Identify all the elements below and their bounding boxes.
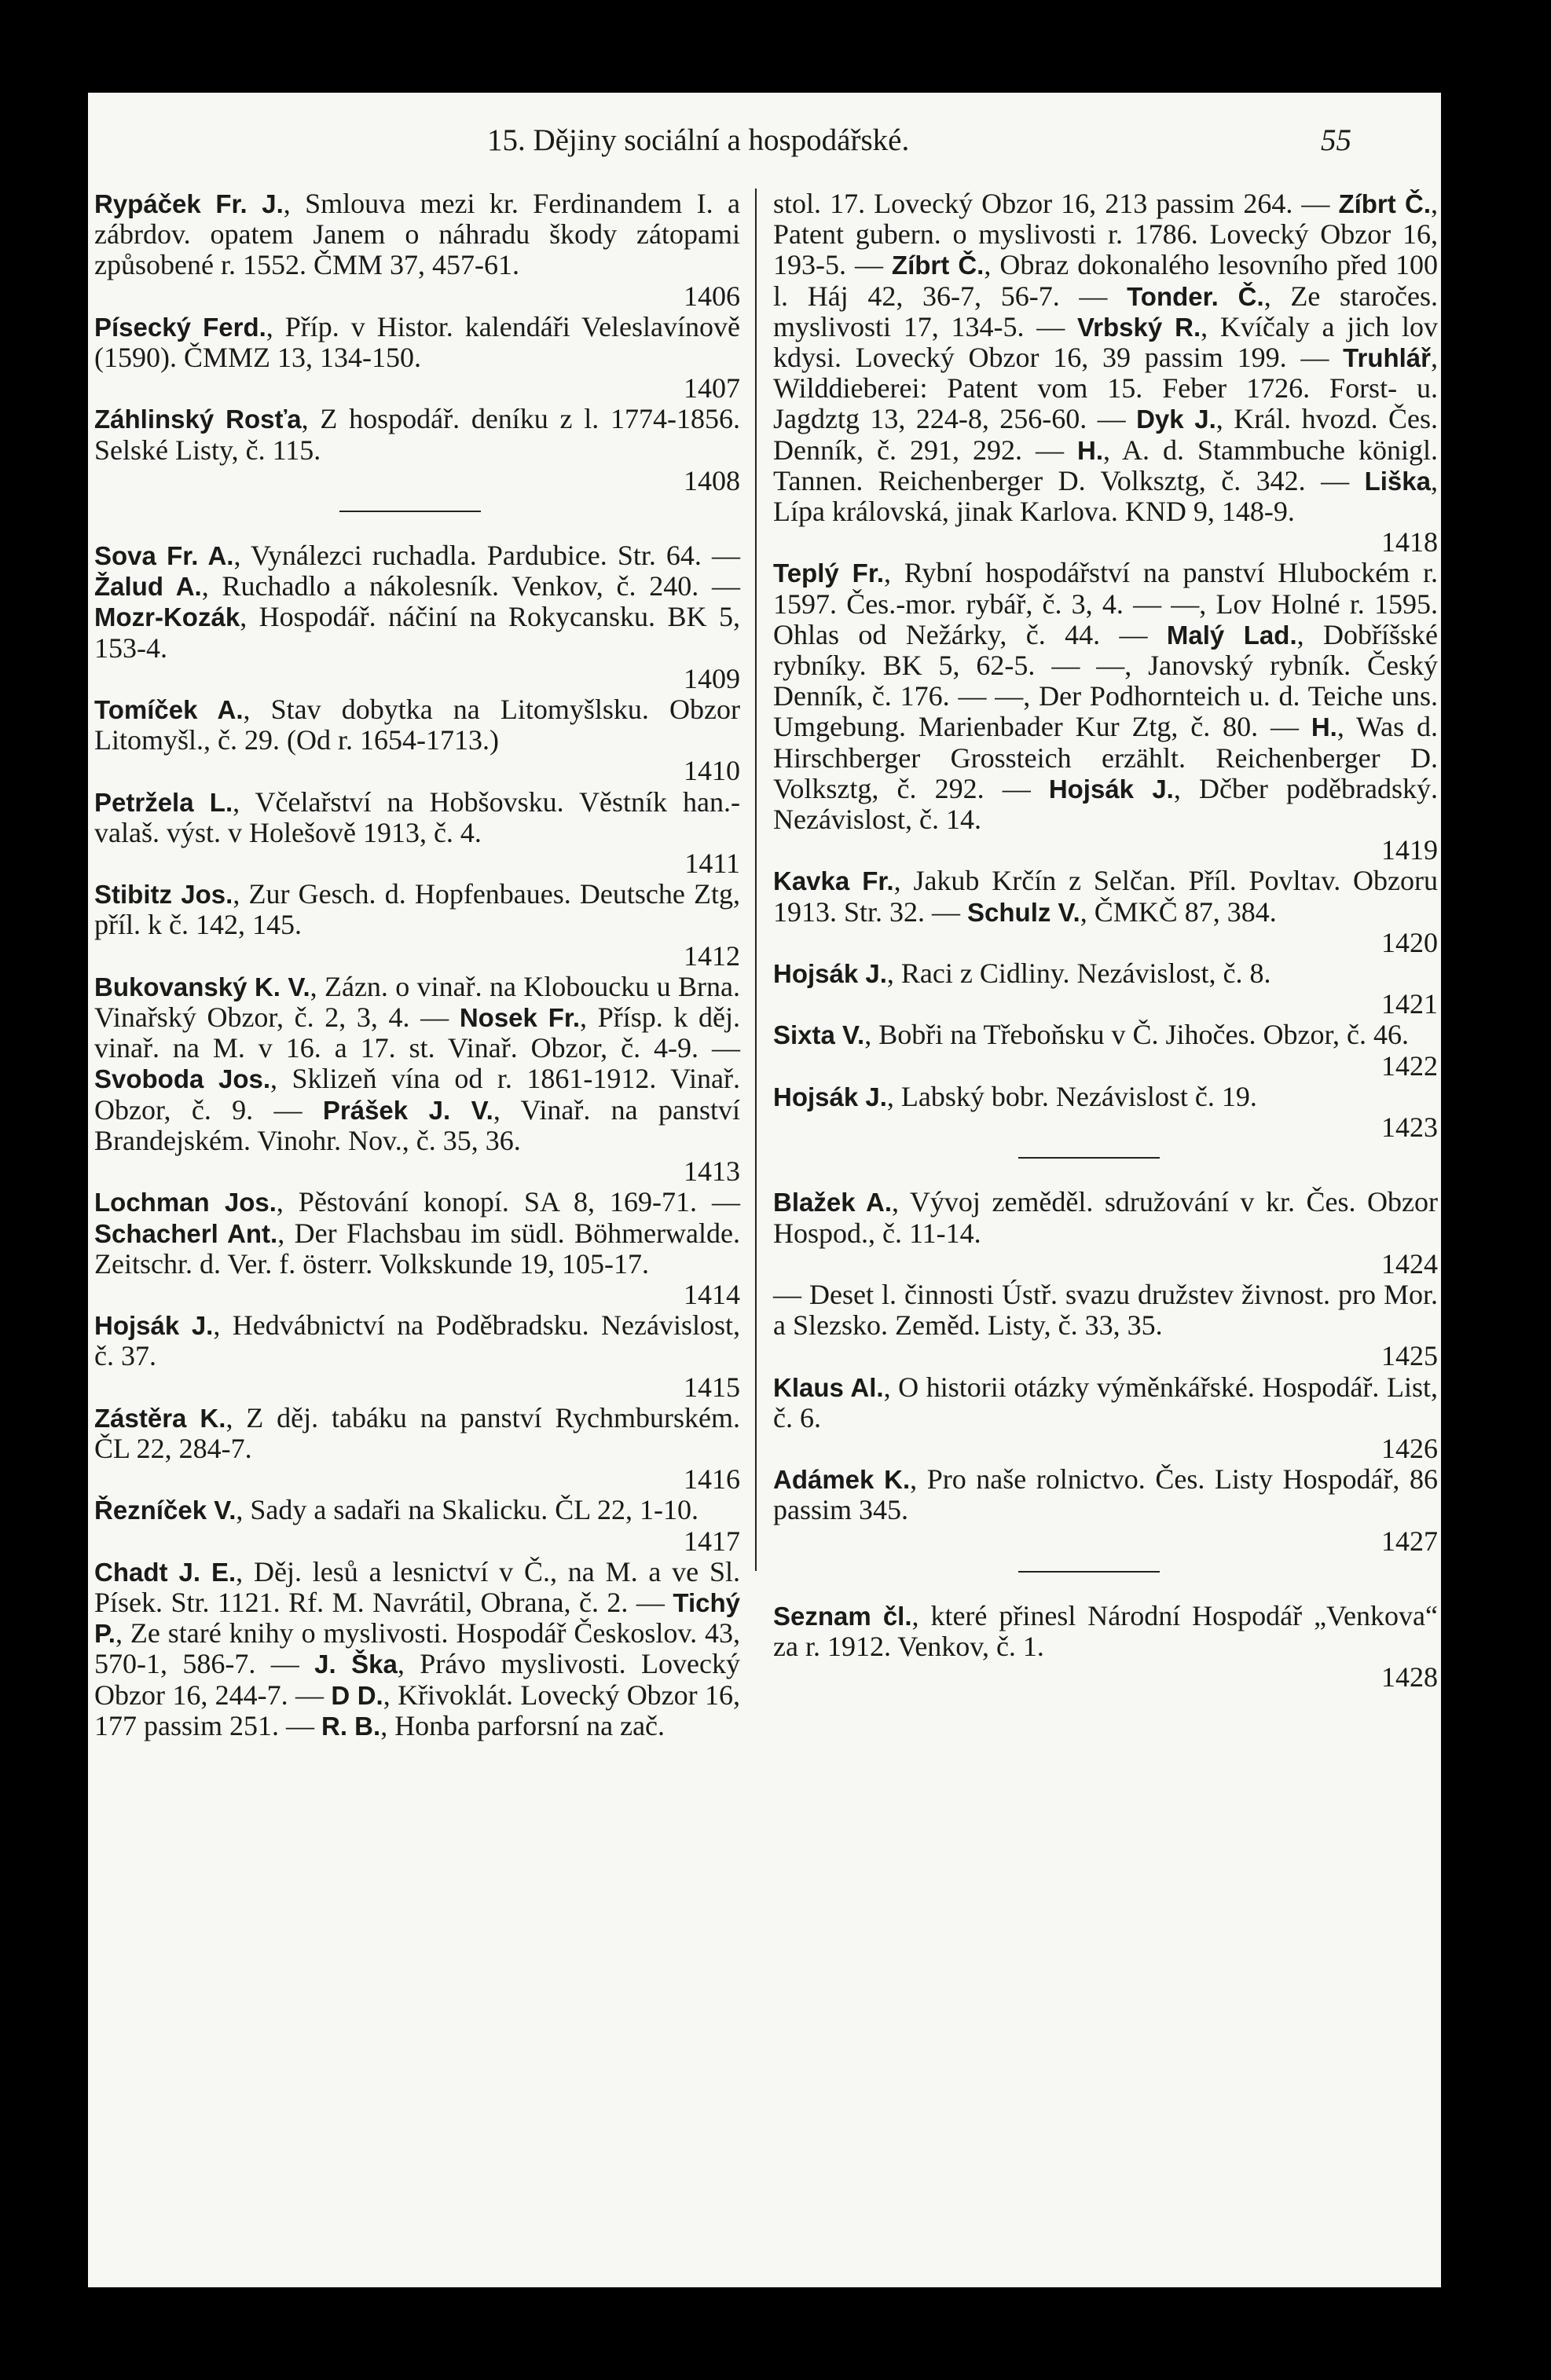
- column-divider: [755, 189, 757, 1571]
- author-name: H.: [1076, 435, 1103, 465]
- entry-text: , Labský bobr. Nezávislost č. 19.: [886, 1080, 1257, 1112]
- entry-text: , Rybní hospodářství na panství Hlubockém r. 1597. Čes.-mor. rybář, č. 3, 4. — —, Lov Holné r. 1595. Ohlas od Nežárky, č. 44. —: [773, 557, 1438, 650]
- entry-text: , Vývoj zeměděl. sdružování v kr. Čes. Obzor Hospod., č. 11-14.: [773, 1186, 1438, 1249]
- author-name: Sova Fr. A.: [94, 541, 234, 571]
- record-number: 1419: [1381, 834, 1438, 866]
- bibliography-entry: [773, 1280, 1438, 1341]
- entry-text: , Smlouva mezi kr. Ferdinandem I. a zábrdov. opatem Janem o náhradu škody zátopami způsobené r. 1552. ČMM 37, 457-61.: [94, 188, 740, 281]
- entry-text: , Hedvábnictví na Poděbradsku. Nezávislost, č. 37.: [94, 1309, 740, 1372]
- author-name: Tomíček A.: [94, 695, 244, 725]
- bibliography-entry: [773, 189, 1438, 527]
- author-name: Hojsák J.: [94, 1311, 214, 1341]
- author-name: Hojsák J.: [773, 959, 887, 989]
- author-name: Blažek A.: [773, 1188, 893, 1217]
- record-number: 1426: [1381, 1432, 1438, 1464]
- chapter-title: 15. Dějiny sociální a hospodářské.: [487, 123, 910, 157]
- record-number: 1423: [1381, 1111, 1438, 1144]
- entry-text: , Král. hvozd. Čes. Denník, č. 291, 292. —: [773, 403, 1438, 466]
- section-separator: [1018, 1157, 1160, 1159]
- author-name: Lochman Jos.: [94, 1188, 277, 1217]
- record-number: 1428: [1381, 1661, 1438, 1693]
- author-name: Adámek K.: [773, 1465, 911, 1495]
- author-name: Teplý Fr.: [773, 558, 885, 588]
- author-name: Tichý P.: [94, 1587, 740, 1649]
- author-name: H.: [1311, 712, 1337, 742]
- bibliography-entry: [773, 1020, 1438, 1050]
- entry-text: , Děj. lesů a lesnictví v Č., na M. a ve Sl. Písek. Str. 1121. Rf. M. Navrátil, Obrana, č. 2. —: [94, 1555, 740, 1618]
- bibliography-entry: [773, 866, 1438, 927]
- author-name: Chadt J. E.: [94, 1557, 236, 1587]
- entry-text: , Pro naše rolnictvo. Čes. Listy Hospodář, 86 passim 345.: [773, 1463, 1438, 1526]
- record-number: 1425: [1381, 1340, 1438, 1372]
- author-name: Malý Lad.: [1166, 620, 1297, 650]
- bibliography-entry: [94, 1310, 740, 1371]
- entry-text: , Ze staré knihy o myslivosti. Hospodář Českoslov. 43, 570-1, 586-7. —: [94, 1617, 740, 1680]
- bibliography-entry: [773, 1601, 1438, 1662]
- author-name: J. Ška: [314, 1650, 398, 1679]
- bibliography-entry: [94, 540, 740, 664]
- bibliography-entry: [773, 958, 1438, 989]
- author-name: R. B.: [321, 1711, 381, 1741]
- entry-text: , ČMKČ 87, 384.: [1080, 895, 1277, 928]
- author-name: Mozr-Kozák: [94, 602, 240, 632]
- entry-text: , které přinesl Národní Hospodář „Venkova“ za r. 1912. Venkov, č. 1.: [773, 1599, 1438, 1662]
- record-number: 1417: [684, 1525, 740, 1557]
- entry-text: , Pěstování konopí. SA 8, 169-71. —: [276, 1186, 741, 1218]
- bibliography-entry: [94, 694, 740, 756]
- entry-text: , Z hospodář. deníku z l. 1774-1856. Selské Listy, č. 115.: [94, 403, 740, 466]
- author-name: Liška: [1364, 466, 1431, 496]
- record-number: 1422: [1381, 1049, 1438, 1082]
- author-name: Žalud A.: [94, 572, 202, 602]
- entry-text: , Bobři na Třeboňsku v Č. Jihočes. Obzor, č. 46.: [864, 1019, 1409, 1051]
- entry-text: , Zázn. o vinař. na Kloboucku u Brna. Vinařský Obzor, č. 2, 3, 4. —: [94, 970, 740, 1034]
- entry-text: , Patent gubern. o myslivosti r. 1786. Lovecký Obzor 16, 193-5. —: [773, 188, 1438, 281]
- entry-text: , Dobříšské rybníky. BK 5, 62-5. — —, Janovský rybník. Český Denník, č. 176. — —, Der Podhornteich u. d. Teiche uns. Umgebung. Marienbader Kur Ztg, č. 80. —: [773, 618, 1438, 743]
- entry-text: , Zur Gesch. d. Hopfenbaues. Deutsche Ztg, příl. k č. 142, 145.: [94, 878, 740, 941]
- author-name: Písecký Ferd.: [94, 312, 266, 342]
- section-separator: [339, 511, 481, 512]
- bibliography-entry: [94, 312, 740, 373]
- author-name: Zástěra K.: [94, 1403, 226, 1433]
- record-number: 1411: [684, 848, 740, 880]
- record-number: 1407: [684, 372, 740, 405]
- bibliography-entry: [773, 1372, 1438, 1433]
- record-number: 1408: [684, 464, 740, 496]
- page-number: 55: [1321, 123, 1351, 157]
- author-name: Kavka Fr.: [773, 866, 894, 896]
- record-number: 1415: [684, 1371, 740, 1403]
- bibliography-entry: [773, 558, 1438, 835]
- record-number: 1409: [684, 662, 740, 694]
- record-number: 1406: [684, 280, 740, 312]
- author-name: Stibitz Jos.: [94, 880, 233, 910]
- entry-text: , O historii otázky výměnkářské. Hospodář. List, č. 6.: [773, 1371, 1438, 1433]
- record-number: 1412: [684, 939, 740, 972]
- record-number: 1420: [1381, 926, 1438, 958]
- left-column: [94, 189, 740, 1741]
- author-name: Dyk J.: [1136, 405, 1216, 434]
- entry-text: , Z děj. tabáku na panství Rychmburském. ČL 22, 284-7.: [94, 1401, 740, 1464]
- entry-text: , Was d. Hirschberger Grossteich erzählt. Reichenberger D. Volksztg, č. 292. —: [773, 711, 1438, 804]
- entry-text: stol. 17. Lovecký Obzor 16, 213 passim 264. —: [773, 188, 1339, 219]
- record-number: 1410: [684, 755, 740, 787]
- author-name: Nosek Fr.: [459, 1003, 581, 1033]
- record-number: 1416: [684, 1463, 740, 1496]
- author-name: Svoboda Jos.: [94, 1064, 271, 1094]
- entry-text: , Jakub Krčín z Selčan. Příl. Povltav. Obzoru 1913. Str. 32. —: [773, 865, 1438, 928]
- author-name: Hojsák J.: [1048, 774, 1174, 804]
- bibliography-entry: [94, 972, 740, 1156]
- bibliography-entry: [94, 1187, 740, 1280]
- author-name: Seznam čl.: [773, 1601, 912, 1631]
- entry-text: , Honba parforsní na zač.: [380, 1709, 666, 1741]
- entry-text: , Včelařství na Hobšovsku. Věstník han.-valaš. výst. v Holešově 1913, č. 4.: [94, 785, 740, 848]
- bibliography-entry: [94, 879, 740, 940]
- entry-text: — Deset l. činnosti Ústř. svazu družstev živnost. pro Mor. a Slezsko. Zeměd. Listy, č. 33, 35.: [773, 1278, 1438, 1342]
- right-column: [773, 189, 1438, 1693]
- author-name: D D.: [331, 1680, 383, 1710]
- entry-text: , Křivoklát. Lovecký Obzor 16, 177 passim 251. —: [94, 1679, 741, 1741]
- entry-text: , Ze staročes. myslivosti 17, 134-5. —: [773, 280, 1438, 342]
- author-name: Vrbský R.: [1076, 312, 1201, 342]
- entry-text: , Vinař. na panství Brandejském. Vinohr. Nov., č. 35, 36.: [94, 1093, 740, 1156]
- record-number: 1413: [684, 1155, 740, 1188]
- bibliography-entry: [94, 189, 740, 281]
- author-name: Tonder. Č.: [1127, 281, 1264, 311]
- record-number: 1424: [1381, 1247, 1438, 1280]
- bibliography-entry: [773, 1082, 1438, 1112]
- bibliography-entry: [94, 404, 740, 465]
- entry-text: , Sady a sadaři na Skalicku. ČL 22, 1-10.: [236, 1494, 698, 1526]
- entry-text: , Sklizeň vína od r. 1861-1912. Vinař. Obzor, č. 9. —: [94, 1063, 740, 1126]
- author-name: Schulz V.: [967, 897, 1080, 927]
- author-name: Záhlinský Rosťa: [94, 405, 302, 434]
- entry-text: , Stav dobytka na Litomyšlsku. Obzor Litomyšl., č. 29. (Od r. 1654-1713.): [94, 694, 740, 756]
- entry-text: , Přísp. k děj. vinař. na M. v 16. a 17. st. Vinař. Obzor, č. 4-9. —: [94, 1001, 740, 1064]
- entry-text: , Kvíčaly a jich lov kdysi. Lovecký Obzor 16, 39 passim 199. —: [773, 310, 1438, 374]
- entry-text: , Dčber poděbradský. Nezávislost, č. 14.: [773, 772, 1438, 836]
- author-name: Schacherl Ant.: [94, 1218, 278, 1248]
- record-number: 1418: [1381, 526, 1438, 558]
- record-number: 1427: [1381, 1525, 1438, 1557]
- author-name: Petržela L.: [94, 787, 233, 817]
- bibliography-entry: [94, 1557, 740, 1741]
- author-name: Řezníček V.: [94, 1496, 236, 1525]
- entry-text: , Lípa královská, jinak Karlova. KND 9, 148-9.: [773, 464, 1438, 528]
- entry-text: , Obraz dokonalého lesovního před 100 l. Háj 42, 36-7, 56-7. —: [773, 249, 1438, 312]
- bibliography-entry: [94, 1403, 740, 1464]
- record-number: 1414: [684, 1278, 740, 1310]
- entry-text: , Wilddieberei: Patent vom 15. Feber 1726. Forst- u. Jagdztg 13, 224-8, 256-60. —: [773, 342, 1438, 435]
- entry-text: , Raci z Cidliny. Nezávislost, č. 8.: [886, 957, 1271, 990]
- author-name: Bukovanský K. V.: [94, 972, 310, 1001]
- bibliography-entry: [773, 1187, 1438, 1248]
- author-name: Klaus Al.: [773, 1372, 884, 1402]
- author-name: Zíbrt Č.: [1338, 189, 1431, 218]
- entry-text: , Hospodář. náčiní na Rokycansku. BK 5, 153-4.: [94, 601, 740, 664]
- author-name: Hojsák J.: [773, 1082, 887, 1111]
- bibliography-entry: [94, 1495, 740, 1525]
- entry-text: , Právo myslivosti. Lovecký Obzor 16, 244-7. —: [94, 1648, 740, 1711]
- entry-text: , Vynálezci ruchadla. Pardubice. Str. 64. —: [233, 540, 740, 572]
- entry-text: , Ruchadlo a nákolesník. Venkov, č. 240. —: [201, 570, 740, 602]
- section-separator: [1018, 1571, 1160, 1573]
- entry-text: , Der Flachsbau im südl. Böhmerwalde. Zeitschr. d. Ver. f. österr. Volkskunde 19, 105-17.: [94, 1217, 740, 1280]
- bibliography-entry: [94, 787, 740, 848]
- entry-text: , A. d. Stammbuche königl. Tannen. Reichenberger D. Volksztg, č. 342. —: [773, 434, 1438, 496]
- bibliography-entry: [773, 1464, 1438, 1525]
- author-name: Truhlář: [1343, 343, 1431, 373]
- author-name: Prášek J. V.: [322, 1095, 493, 1125]
- entry-text: , Příp. v Histor. kalendáři Veleslavínově (1590). ČMMZ 13, 134-150.: [94, 310, 740, 374]
- record-number: 1421: [1381, 988, 1438, 1020]
- author-name: Zíbrt Č.: [891, 251, 984, 280]
- author-name: Rypáček Fr. J.: [94, 189, 284, 218]
- author-name: Sixta V.: [773, 1020, 865, 1050]
